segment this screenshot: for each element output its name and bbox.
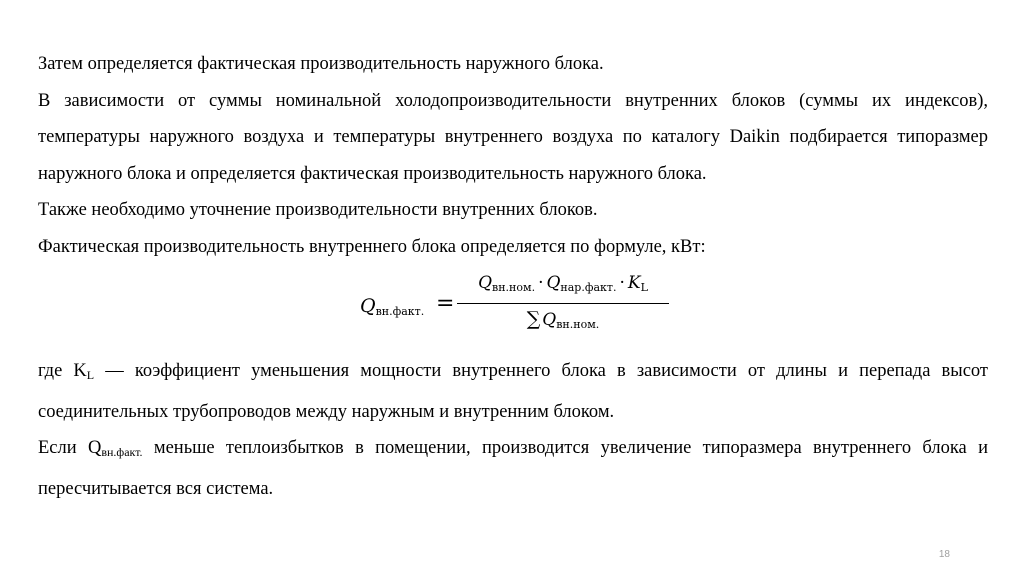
formula-lhs: $Q_{вн.факт.}$ xyxy=(360,295,425,318)
paragraph-refinement: Также необходимо уточнение производительности внутренних блоков. xyxy=(38,200,598,220)
formula xyxy=(38,267,988,349)
formula-fraction xyxy=(457,271,669,338)
paragraph-intro: Затем определяется фактическая производительность наружного блока. xyxy=(38,54,604,74)
formula-equals: = xyxy=(436,291,455,316)
slide-body xyxy=(38,46,988,507)
formula-numerator: $Q_{вн.ном.} \cdot Q_{нар.факт.} \cdot K_L$ xyxy=(478,273,648,294)
formula-denominator: ∑ $Q_{вн.ном.}$ xyxy=(526,308,600,332)
paragraph-kl-definition: где KL — коэффициент уменьшения мощности внутреннего блока в зависимости от длины и перепада высот соединительных трубопроводов между наружным и внутренним блоком. xyxy=(38,361,988,422)
formula-fraction-bar xyxy=(457,303,669,304)
paragraph-selection: В зависимости от суммы номинальной холодопроизводительности внутренних блоков (суммы их индексов), температуры наружного воздуха и температуры внутреннего воздуха по каталогу Daikin подбирается типоразмер наружного блока и определяется фактическая производительность наружного блока. xyxy=(38,90,988,184)
paragraph-formula-intro: Фактическая производительность внутреннего блока определяется по формуле, кВт: xyxy=(38,236,706,257)
page-number: 18 xyxy=(938,549,950,560)
paragraph-recalculation: Если Qвн.факт. меньше теплоизбытков в помещении, производится увеличение типоразмера внутреннего блока и пересчитывается вся система. xyxy=(38,438,988,499)
